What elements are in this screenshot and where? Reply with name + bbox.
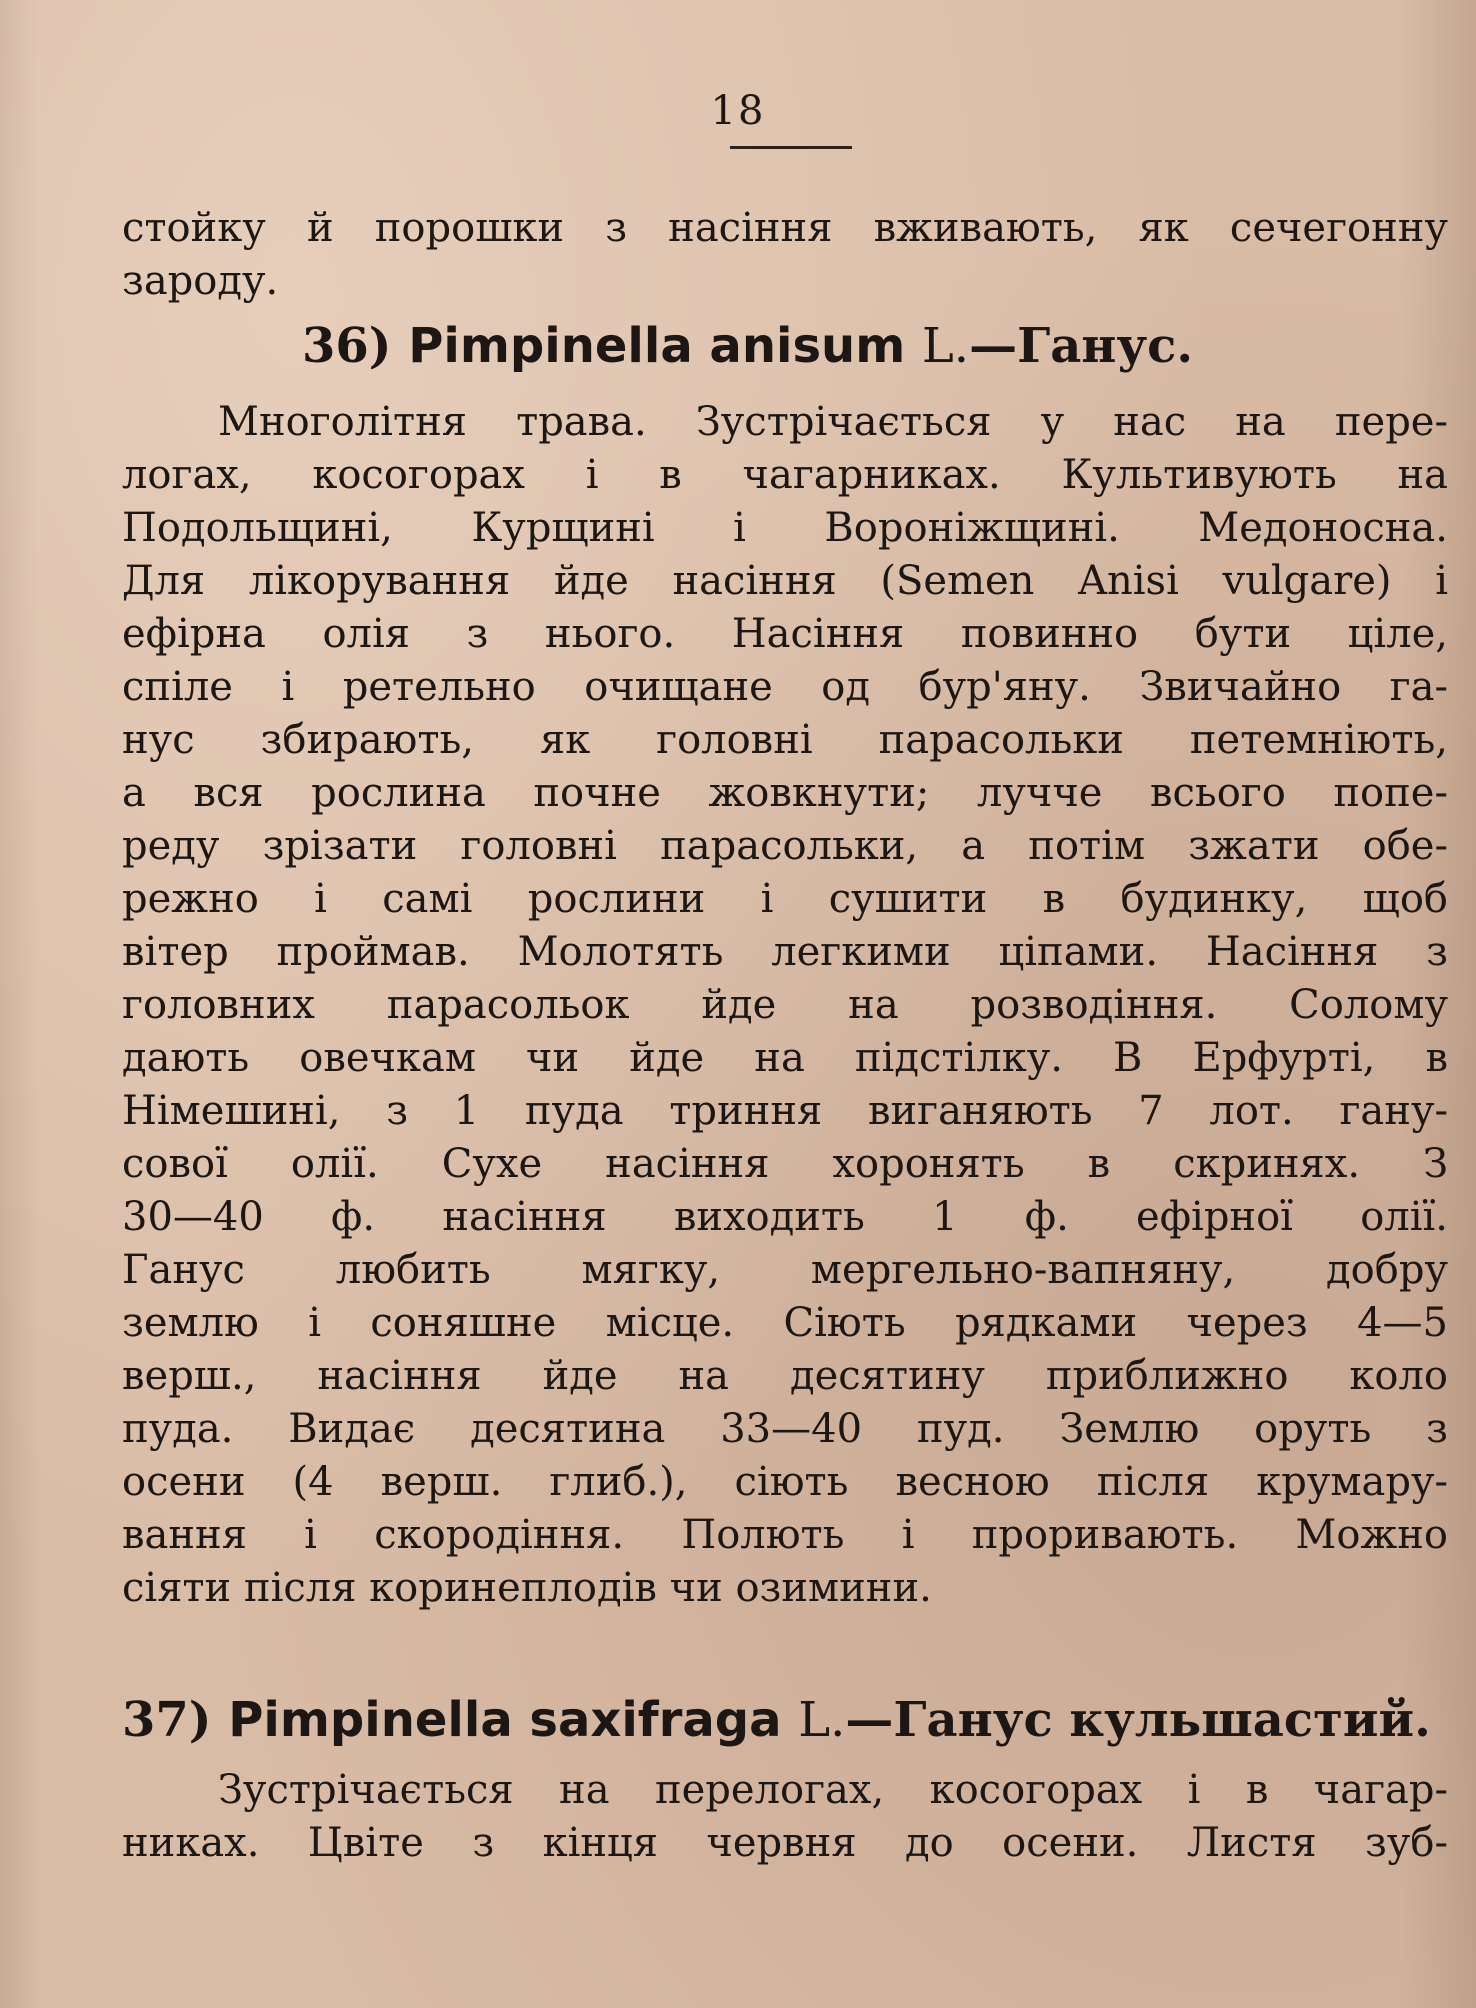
text-line: головних парасольок йде на розводіння. Солому — [122, 982, 1448, 1028]
text-line: реду зрізати головні парасольки, а потім зжати обе- — [122, 823, 1448, 869]
text-line: никах. Цвіте з кінця червня до осени. Листя зуб- — [122, 1820, 1448, 1866]
text-line: вання і скородіння. Полють і проривають. Можно — [122, 1512, 1448, 1558]
latin-name: Pimpinella saxifraga — [228, 1692, 782, 1748]
text-line: режно і самі рослини і сушити в будинку, щоб — [122, 876, 1448, 922]
common-name: Ганус. — [1017, 318, 1194, 374]
text-line: а вся рослина почне жовкнути; лучче всього попе- — [122, 770, 1448, 816]
text-line: сіяти після коринеплодів чи озимини. — [122, 1565, 932, 1611]
text-line: Многолітня трава. Зустрічається у нас на пере- — [218, 399, 1448, 445]
section-number: 36) — [302, 318, 392, 374]
text-line: Подольщині, Курщині і Вороніжщині. Медоносна. — [122, 505, 1448, 551]
text-line: землю і соняшне місце. Сіють рядками через 4—5 — [122, 1300, 1448, 1346]
text-line: ефірна олія з нього. Насіння повинно бути ціле, — [122, 611, 1448, 657]
text-line: Німешині, з 1 пуда триння виганяють 7 лот. гану- — [122, 1088, 1448, 1134]
heading-dash: — — [969, 318, 1018, 374]
text-line: Для лікорування йде насіння (Semen Anisi vulgare) і — [122, 558, 1448, 604]
author-abbrev: L. — [921, 318, 970, 374]
section-heading-36 — [302, 318, 1193, 374]
intro-paragraph — [122, 202, 1448, 308]
text-line: дають овечкам чи йде на підстілку. В Ерфурті, в — [122, 1035, 1448, 1081]
section-heading-37 — [122, 1692, 1431, 1748]
page-number-rule — [730, 146, 852, 149]
text-line: спіле і ретельно очищане од бур'яну. Звичайно га- — [122, 664, 1448, 710]
text-line: сової олії. Сухе насіння хоронять в скринях. З — [122, 1141, 1448, 1187]
text-line: 30—40 ф. насіння виходить 1 ф. ефірної олії. — [122, 1194, 1448, 1240]
author-abbrev: L. — [798, 1692, 846, 1748]
text-line: осени (4 верш. глиб.), сіють весною після крумару- — [122, 1459, 1448, 1505]
text-line: пуда. Видає десятина 33—40 пуд. Землю оруть з — [122, 1406, 1448, 1452]
text-line: Ганус любить мягку, мергельно-вапняну, добру — [122, 1247, 1448, 1293]
latin-name: Pimpinella anisum — [408, 318, 906, 374]
text-line: зароду. — [122, 258, 279, 304]
heading-dash: — — [845, 1692, 894, 1748]
text-line: стойку й порошки з насіння вживають, як сечегонну — [122, 205, 1448, 251]
text-line: верш., насіння йде на десятину приближно коло — [122, 1353, 1448, 1399]
section-number: 37) — [122, 1692, 212, 1748]
text-line: логах, косогорах і в чагарниках. Культивують на — [122, 452, 1448, 498]
section-37-body — [122, 1764, 1448, 1870]
page-number: 18 — [710, 88, 766, 134]
text-line: вітер проймав. Молотять легкими ціпами. Насіння з — [122, 929, 1448, 975]
common-name: Ганус кульшастий. — [893, 1692, 1431, 1748]
text-line: нус збирають, як головні парасольки петемніють, — [122, 717, 1448, 763]
text-line: Зустрічається на перелогах, косогорах і в чагар- — [218, 1767, 1448, 1813]
section-36-body — [122, 396, 1448, 1615]
